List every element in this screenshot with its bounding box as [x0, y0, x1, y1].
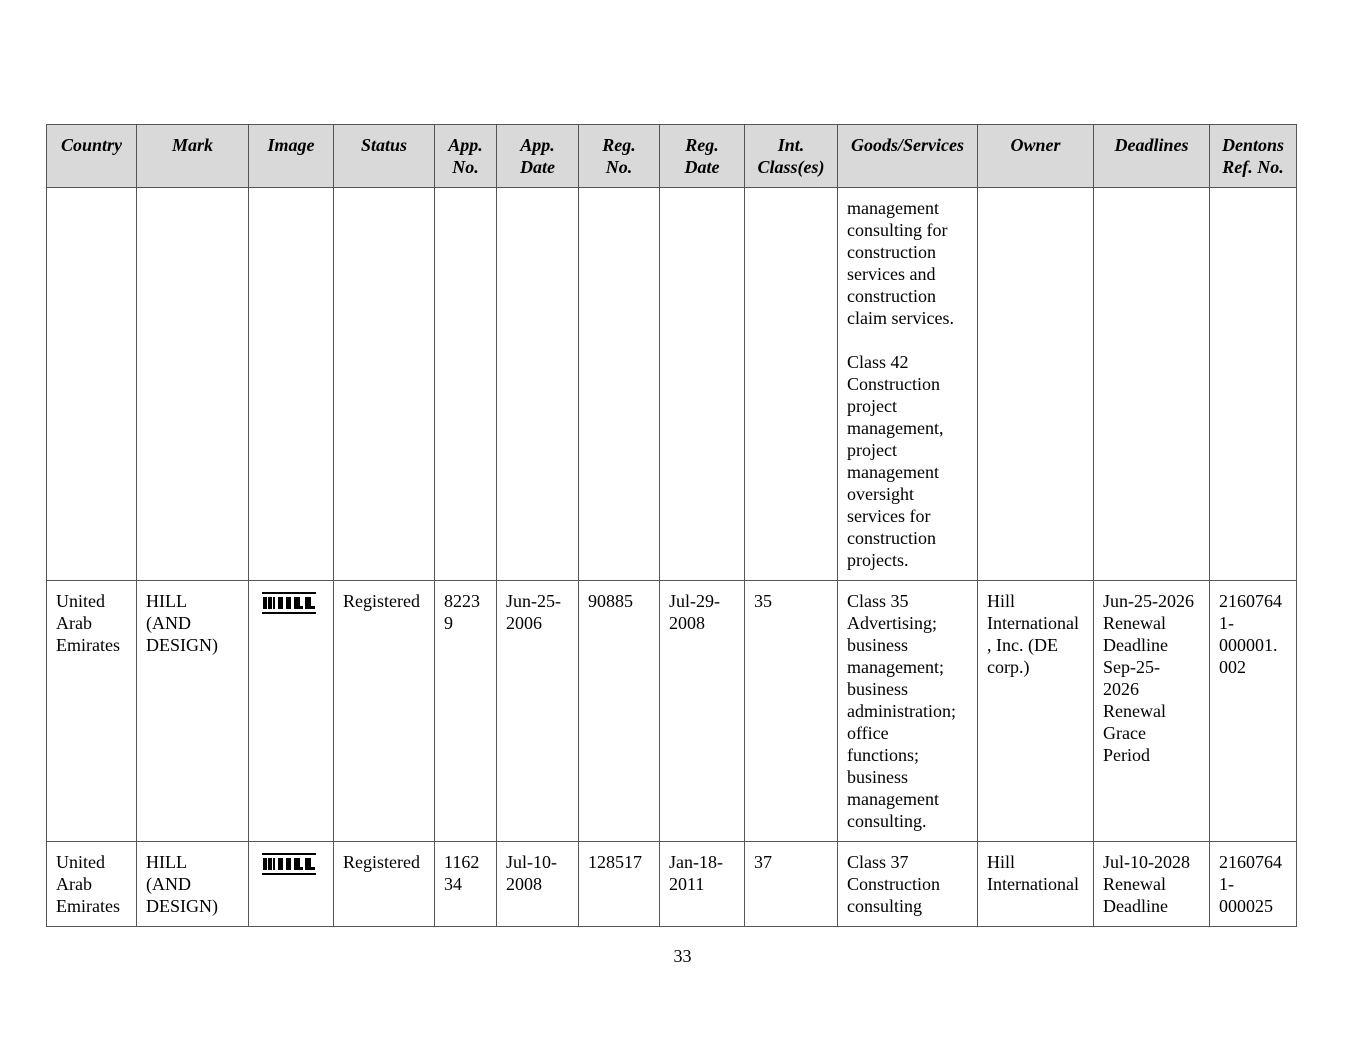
- cell-status: [334, 188, 435, 581]
- page-number: 33: [673, 946, 692, 966]
- table-row-continued: [47, 188, 1297, 581]
- table-row: [47, 842, 1297, 927]
- cell-app-no: 8223 9: [435, 581, 497, 842]
- cell-reg-no: [579, 188, 660, 581]
- cell-owner: [978, 188, 1094, 581]
- cell-int-class: [745, 188, 838, 581]
- cell-status: Registered: [334, 842, 435, 927]
- table-header-row: [47, 125, 1297, 188]
- header-owner: Owner: [978, 125, 1094, 188]
- cell-country: [47, 188, 137, 581]
- header-reg-date: Reg. Date: [660, 125, 745, 188]
- cell-app-no: 1162 34: [435, 842, 497, 927]
- cell-owner: Hill International: [978, 842, 1094, 927]
- cell-country: United Arab Emirates: [47, 581, 137, 842]
- trademark-table: [46, 124, 1297, 927]
- cell-mark: HILL (AND DESIGN): [137, 842, 249, 927]
- header-country: Country: [47, 125, 137, 188]
- cell-reg-date: [660, 188, 745, 581]
- header-dentons-ref-no: Dentons Ref. No.: [1210, 125, 1297, 188]
- header-app-no: App. No.: [435, 125, 497, 188]
- header-status: Status: [334, 125, 435, 188]
- cell-deadlines: Jun-25-2026 Renewal Deadline Sep-25- 2026 Renewal Grace Period: [1094, 581, 1210, 842]
- cell-goods-services: Class 35 Advertising; business management; business administration; office functions; business management consulting.: [838, 581, 978, 842]
- cell-image: [249, 188, 334, 581]
- cell-country: United Arab Emirates: [47, 842, 137, 927]
- cell-goods-services: Class 37 Construction consulting: [838, 842, 978, 927]
- cell-deadlines: [1094, 188, 1210, 581]
- cell-app-no: [435, 188, 497, 581]
- cell-image: [249, 842, 334, 927]
- header-goods-services: Goods/Services: [838, 125, 978, 188]
- hill-logo-icon: [262, 592, 316, 614]
- cell-mark: [137, 188, 249, 581]
- cell-int-class: 37: [745, 842, 838, 927]
- cell-image: [249, 581, 334, 842]
- cell-reg-no: 128517: [579, 842, 660, 927]
- cell-reg-date: Jul-29- 2008: [660, 581, 745, 842]
- cell-app-date: Jun-25- 2006: [497, 581, 579, 842]
- table-row: [47, 581, 1297, 842]
- cell-ref-no: 2160764 1- 000025: [1210, 842, 1297, 927]
- cell-ref-no: [1210, 188, 1297, 581]
- cell-mark: HILL (AND DESIGN): [137, 581, 249, 842]
- hill-logo-icon: [262, 853, 316, 875]
- header-mark: Mark: [137, 125, 249, 188]
- cell-goods-services: management consulting for construction services and construction claim services. Class 42 Construction project management, project management oversight services for construction projects.: [838, 188, 978, 581]
- cell-ref-no: 2160764 1- 000001. 002: [1210, 581, 1297, 842]
- header-reg-no: Reg. No.: [579, 125, 660, 188]
- header-app-date: App. Date: [497, 125, 579, 188]
- header-image: Image: [249, 125, 334, 188]
- cell-app-date: Jul-10- 2008: [497, 842, 579, 927]
- cell-deadlines: Jul-10-2028 Renewal Deadline: [1094, 842, 1210, 927]
- header-int-classes: Int. Class(es): [745, 125, 838, 188]
- cell-app-date: [497, 188, 579, 581]
- cell-reg-no: 90885: [579, 581, 660, 842]
- cell-owner: Hill International , Inc. (DE corp.): [978, 581, 1094, 842]
- cell-reg-date: Jan-18- 2011: [660, 842, 745, 927]
- header-deadlines: Deadlines: [1094, 125, 1210, 188]
- cell-status: Registered: [334, 581, 435, 842]
- cell-int-class: 35: [745, 581, 838, 842]
